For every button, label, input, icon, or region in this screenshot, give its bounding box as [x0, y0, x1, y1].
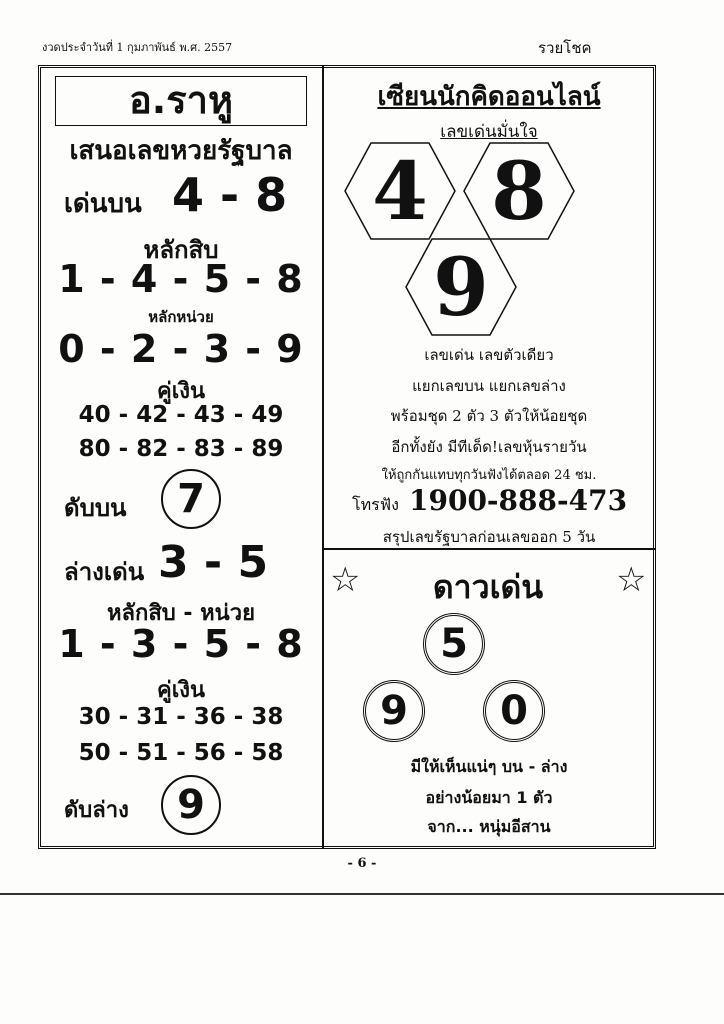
phone-label: โทรฟัง — [352, 495, 399, 514]
hex-number-1 — [343, 141, 457, 241]
magazine-name: รวยโชค — [538, 39, 592, 57]
promo-line-2: แยกเลขบน แยกเลขล่าง — [412, 377, 566, 395]
right-title: เซียนนักคิดออนไลน์ — [377, 82, 601, 112]
units-label: หลักหน่วย — [148, 308, 214, 326]
eliminate-top-label: ดับบน — [64, 494, 127, 522]
top-lead-value: 4 - 8 — [172, 168, 288, 222]
eliminate-bottom-value: 9 — [161, 775, 221, 835]
star-right-icon: ☆ — [616, 560, 647, 600]
tens-label: หลักสิบ — [143, 236, 219, 264]
phone-number: 1900-888-473 — [409, 484, 628, 517]
issue-date: งวดประจำวันที่ 1 กุมภาพันธ์ พ.ศ. 2557 — [42, 41, 233, 54]
footer-line-1: มีให้เห็นแน่ๆ บน - ล่าง — [410, 757, 568, 776]
hex-number-1-text: 4 — [372, 144, 428, 238]
page-number: - 6 - — [347, 856, 377, 871]
tens-value: 1 - 4 - 5 - 8 — [58, 257, 304, 301]
pairs-bottom-row2: 50 - 51 - 56 - 58 — [78, 740, 284, 766]
star-number-3: 0 — [483, 680, 545, 742]
promo-line-5: ให้ถูกกันแทบทุกวันฟังได้ตลอด 24 ชม. — [381, 468, 597, 483]
hex-number-2 — [462, 141, 576, 241]
hex-number-2-text: 8 — [491, 144, 547, 238]
star-number-1: 5 — [423, 613, 485, 675]
star-title: ดาวเด่น — [432, 568, 544, 606]
summary-line: สรุปเลขรัฐบาลก่อนเลขออก 5 วัน — [382, 528, 596, 546]
star-left-icon: ☆ — [330, 560, 361, 600]
hex-number-3-text: 9 — [433, 240, 489, 334]
bottom-lead-value: 3 - 5 — [158, 537, 269, 588]
tens-units-value: 1 - 3 - 5 - 8 — [58, 622, 304, 666]
tens-units-label: หลักสิบ - หน่วย — [107, 601, 255, 626]
pairs-bottom-label: คู่เงิน — [156, 678, 206, 703]
promo-line-3: พร้อมชุด 2 ตัว 3 ตัวให้น้อยชุด — [390, 407, 588, 425]
pairs-top-row2: 80 - 82 - 83 - 89 — [78, 436, 284, 462]
promo-line-1: เลขเด่น เลขตัวเดียว — [424, 346, 554, 364]
bottom-rule — [0, 893, 724, 895]
hex-number-3 — [404, 237, 518, 337]
footer-line-3: จาก... หนุ่มอีสาน — [427, 817, 551, 836]
left-subtitle: เสนอเลขหวยรัฐบาล — [69, 136, 293, 166]
units-value: 0 - 2 - 3 - 9 — [58, 327, 304, 371]
column-divider — [322, 65, 324, 849]
right-subtitle: เลขเด่นมั่นใจ — [440, 122, 538, 142]
pairs-bottom-row1: 30 - 31 - 36 - 38 — [78, 704, 284, 730]
star-number-2: 9 — [363, 680, 425, 742]
top-lead-label: เด่นบน — [64, 189, 142, 219]
pairs-top-row1: 40 - 42 - 43 - 49 — [78, 402, 284, 428]
pairs-top-label: คู่เงิน — [156, 379, 206, 404]
left-title: อ.ราหู — [128, 78, 234, 122]
eliminate-top-value: 7 — [161, 469, 221, 529]
bottom-lead-label: ล่างเด่น — [64, 558, 145, 586]
promo-line-4: อีกทั้งยัง มีทีเด็ด!เลขหุ้นรายวัน — [391, 438, 587, 456]
eliminate-bottom-label: ดับล่าง — [64, 798, 129, 823]
footer-line-2: อย่างน้อยมา 1 ตัว — [425, 788, 553, 807]
